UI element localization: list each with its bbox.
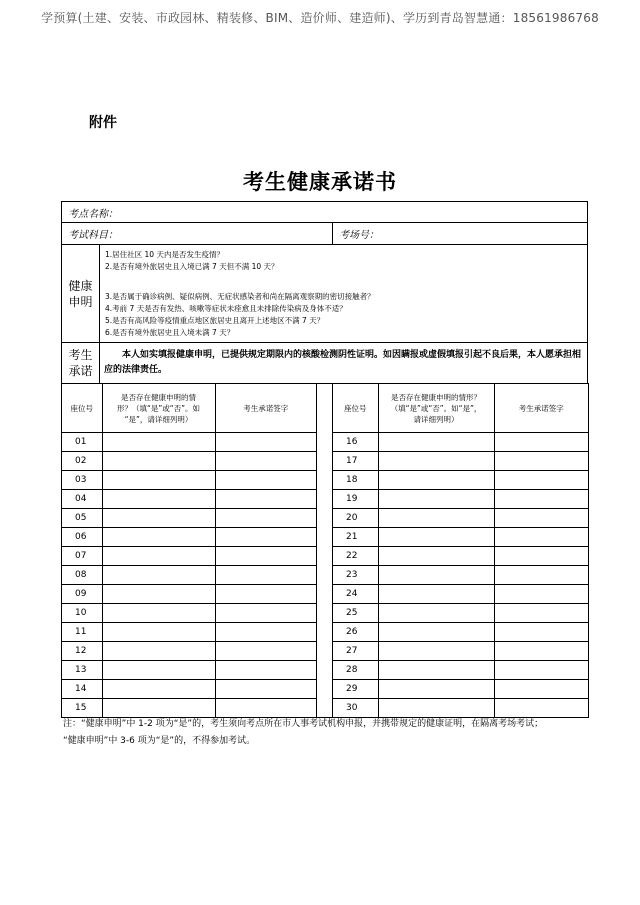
seat-row <box>62 509 316 528</box>
declaration-column-header <box>102 384 215 433</box>
declaration-header-line: 是否存在健康申明的情 <box>121 392 196 402</box>
seat-row <box>62 661 316 680</box>
signature-cell[interactable] <box>215 585 316 604</box>
health-question: 1.居住社区 10 天内是否发生疫情？ <box>105 249 224 259</box>
declaration-header-line: （填“是”或“否”。如“是”， <box>390 403 482 413</box>
promise-text: 本人如实填报健康申明，已提供规定期限内的核酸检测阴性证明。如因瞒报或虚假填报引起不良后果，本人愿承担相应的法律责任。 <box>104 350 582 375</box>
signature-cell[interactable] <box>494 490 588 509</box>
signature-cell[interactable] <box>494 566 588 585</box>
declaration-cell[interactable] <box>378 528 494 547</box>
seat-number: 14 <box>62 680 102 699</box>
column-gap <box>316 384 333 717</box>
seat-signature-grid <box>61 383 589 718</box>
declaration-header-line: 是否存在健康申明的情形？ <box>391 392 481 402</box>
seat-row <box>333 566 588 585</box>
seat-number: 09 <box>62 585 102 604</box>
declaration-cell[interactable] <box>102 471 215 490</box>
signature-cell[interactable] <box>215 509 316 528</box>
declaration-cell[interactable] <box>378 433 494 452</box>
seat-number: 06 <box>62 528 102 547</box>
seat-number: 04 <box>62 490 102 509</box>
declaration-cell[interactable] <box>378 680 494 699</box>
declaration-cell[interactable] <box>378 547 494 566</box>
seat-row <box>333 452 588 471</box>
health-questions <box>100 245 588 343</box>
signature-cell[interactable] <box>494 604 588 623</box>
seat-row <box>62 642 316 661</box>
footnote-line-2: “健康申明”中 3-6 项为“是”的，不得参加考试。 <box>63 736 256 746</box>
seat-row <box>333 604 588 623</box>
attachment-label: 附件 <box>89 115 117 131</box>
declaration-cell[interactable] <box>102 452 215 471</box>
health-question: 4.考前 7 天是否有发热、咳嗽等症状未痊愈且未排除传染病及身体不适？ <box>105 303 347 313</box>
seat-number: 05 <box>62 509 102 528</box>
declaration-cell[interactable] <box>102 509 215 528</box>
signature-cell[interactable] <box>494 623 588 642</box>
health-question: 5.是否有高风险等疫情重点地区旅居史且离开上述地区不满 7 天？ <box>105 315 325 325</box>
declaration-cell[interactable] <box>378 642 494 661</box>
seat-row <box>333 471 588 490</box>
declaration-cell[interactable] <box>378 490 494 509</box>
seat-number: 18 <box>333 471 378 490</box>
declaration-cell[interactable] <box>102 661 215 680</box>
advertisement-header: 学预算(土建、安装、市政园林、精装修、BIM、造价师、建造师)、学历到青岛智慧通：18561986768 <box>41 11 599 25</box>
seat-row <box>62 699 316 718</box>
declaration-header-line: 形？（填“是”或“否”。如 <box>116 403 201 413</box>
health-declaration-row <box>62 245 588 343</box>
seat-table-header <box>62 384 316 433</box>
declaration-header-line: 请详细列明） <box>413 414 459 424</box>
seat-number: 11 <box>62 623 102 642</box>
seat-number: 29 <box>333 680 378 699</box>
seat-row <box>62 566 316 585</box>
health-side-label-line1: 健康 <box>68 278 93 293</box>
seat-number: 07 <box>62 547 102 566</box>
declaration-cell[interactable] <box>102 680 215 699</box>
signature-cell[interactable] <box>215 623 316 642</box>
seat-number: 25 <box>333 604 378 623</box>
declaration-cell[interactable] <box>378 471 494 490</box>
declaration-cell[interactable] <box>102 642 215 661</box>
declaration-cell[interactable] <box>378 661 494 680</box>
seat-table-right <box>333 384 588 717</box>
declaration-cell[interactable] <box>102 490 215 509</box>
seat-row <box>62 623 316 642</box>
declaration-cell[interactable] <box>378 585 494 604</box>
seat-row <box>333 585 588 604</box>
seat-number: 27 <box>333 642 378 661</box>
seat-row <box>62 547 316 566</box>
exam-subject-field[interactable]: 考试科目： <box>62 223 333 245</box>
seat-number: 28 <box>333 661 378 680</box>
declaration-cell[interactable] <box>378 623 494 642</box>
health-question: 6.是否有境外旅居史且入境未满 7 天？ <box>105 327 235 337</box>
declaration-cell[interactable] <box>102 566 215 585</box>
seat-number: 23 <box>333 566 378 585</box>
seat-number: 24 <box>333 585 378 604</box>
seat-column-header: 座位号 <box>333 384 378 433</box>
footnote-line-1: 注：“健康申明”中 1-2 项为“是”的，考生须向考点所在市人事考试机构申报，并携带规定的健康证明，在隔离考场考试； <box>63 719 544 729</box>
declaration-column-header <box>378 384 494 433</box>
signature-cell[interactable] <box>494 585 588 604</box>
seat-row <box>62 585 316 604</box>
signature-cell[interactable] <box>494 433 588 452</box>
declaration-cell[interactable] <box>102 623 215 642</box>
exam-subject-row <box>62 223 588 245</box>
signature-cell[interactable] <box>215 566 316 585</box>
declaration-cell[interactable] <box>102 433 215 452</box>
seat-number: 10 <box>62 604 102 623</box>
signature-cell[interactable] <box>215 699 316 718</box>
seat-row <box>333 699 588 718</box>
seat-row <box>62 490 316 509</box>
signature-cell[interactable] <box>215 490 316 509</box>
seat-row <box>333 547 588 566</box>
signature-cell[interactable] <box>494 471 588 490</box>
seat-row <box>62 452 316 471</box>
signature-cell[interactable] <box>215 471 316 490</box>
declaration-cell[interactable] <box>102 528 215 547</box>
seat-number: 21 <box>333 528 378 547</box>
seat-column-header: 座位号 <box>62 384 102 433</box>
declaration-cell[interactable] <box>378 699 494 718</box>
signature-cell[interactable] <box>494 528 588 547</box>
seat-number: 13 <box>62 661 102 680</box>
exam-room-field[interactable]: 考场号： <box>333 223 588 245</box>
seat-row <box>333 623 588 642</box>
signature-cell[interactable] <box>494 452 588 471</box>
signature-cell[interactable] <box>215 680 316 699</box>
seat-number: 17 <box>333 452 378 471</box>
seat-number: 02 <box>62 452 102 471</box>
health-question: 2.是否有境外旅居史且入境已满 7 天但不满 10 天？ <box>105 261 279 271</box>
seat-number: 30 <box>333 699 378 718</box>
signature-cell[interactable] <box>494 699 588 718</box>
declaration-cell[interactable] <box>102 604 215 623</box>
signature-cell[interactable] <box>494 642 588 661</box>
promise-side-label <box>62 343 100 384</box>
declaration-cell[interactable] <box>378 509 494 528</box>
seat-row <box>333 680 588 699</box>
seat-row <box>62 604 316 623</box>
signature-cell[interactable] <box>215 604 316 623</box>
seat-row <box>333 642 588 661</box>
declaration-cell[interactable] <box>102 585 215 604</box>
declaration-cell[interactable] <box>378 452 494 471</box>
seat-number: 26 <box>333 623 378 642</box>
seat-row <box>333 509 588 528</box>
seat-row <box>62 528 316 547</box>
signature-cell[interactable] <box>494 509 588 528</box>
seat-row <box>333 528 588 547</box>
declaration-cell[interactable] <box>102 547 215 566</box>
health-side-label-line2: 申明 <box>68 294 93 309</box>
seat-row <box>62 680 316 699</box>
seat-table-left <box>62 384 316 717</box>
promise-side-label-line1: 考生 <box>68 348 93 362</box>
signature-column-header: 考生承诺签字 <box>215 384 316 433</box>
signature-cell[interactable] <box>215 547 316 566</box>
signature-cell[interactable] <box>494 547 588 566</box>
seat-number: 15 <box>62 699 102 718</box>
seat-row <box>62 471 316 490</box>
exam-site-row <box>62 202 588 223</box>
signature-cell[interactable] <box>215 433 316 452</box>
signature-cell[interactable] <box>494 680 588 699</box>
promise-text-cell <box>100 343 588 384</box>
seat-row <box>333 490 588 509</box>
signature-column-header: 考生承诺签字 <box>494 384 588 433</box>
promise-row <box>62 343 588 384</box>
seat-number: 01 <box>62 433 102 452</box>
seat-row <box>333 661 588 680</box>
declaration-cell[interactable] <box>378 566 494 585</box>
signature-cell[interactable] <box>215 528 316 547</box>
signature-cell[interactable] <box>215 452 316 471</box>
seat-number: 08 <box>62 566 102 585</box>
signature-cell[interactable] <box>215 642 316 661</box>
seat-number: 16 <box>333 433 378 452</box>
seat-number: 03 <box>62 471 102 490</box>
signature-cell[interactable] <box>494 661 588 680</box>
seat-number: 19 <box>333 490 378 509</box>
declaration-cell[interactable] <box>378 604 494 623</box>
declaration-cell[interactable] <box>102 699 215 718</box>
seat-row <box>62 433 316 452</box>
document-title: 考生健康承诺书 <box>243 169 397 194</box>
seat-number: 12 <box>62 642 102 661</box>
promise-side-label-line2: 承诺 <box>68 364 93 378</box>
seat-table-header <box>333 384 588 433</box>
declaration-header-line: “是”，请详细列明） <box>124 414 193 424</box>
health-question: 3.是否属于确诊病例、疑似病例、无症状感染者和尚在隔离观察期的密切接触者？ <box>105 291 375 301</box>
signature-cell[interactable] <box>215 661 316 680</box>
seat-row <box>333 433 588 452</box>
seat-number: 20 <box>333 509 378 528</box>
seat-number: 22 <box>333 547 378 566</box>
health-side-label <box>62 245 100 343</box>
exam-site-field[interactable]: 考点名称： <box>62 202 588 223</box>
exam-info-table <box>61 201 588 384</box>
